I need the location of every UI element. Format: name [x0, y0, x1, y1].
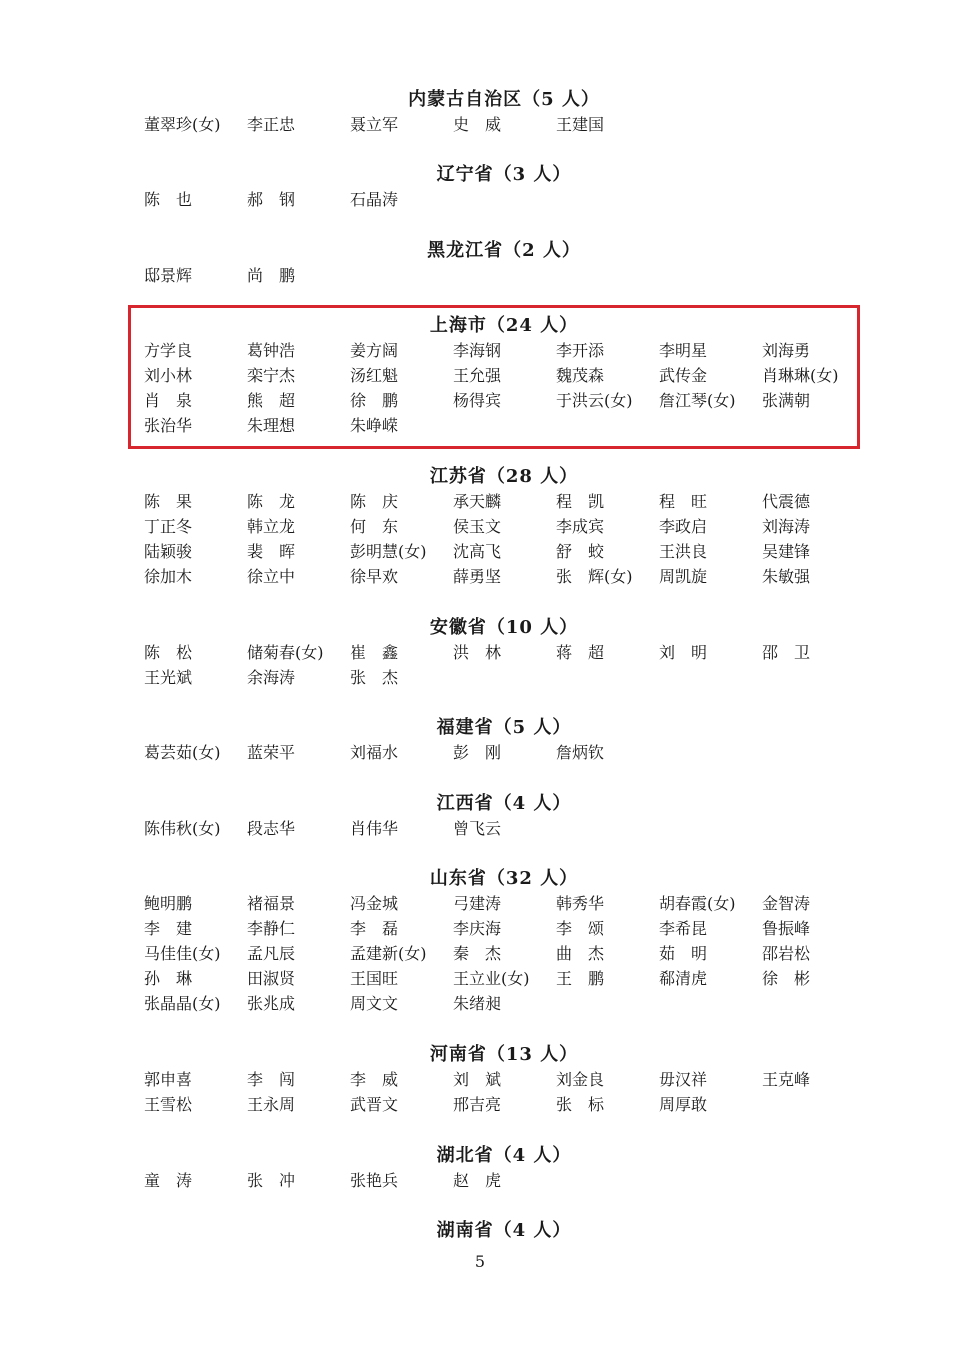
- person-name: 朱峥嵘: [350, 416, 399, 435]
- person-name: 周凯旋: [659, 567, 708, 586]
- province-heading: 黑龙江省（2 人）: [427, 240, 581, 261]
- person-name: 王立业(女): [453, 969, 530, 988]
- person-name: 陈 庆: [350, 492, 399, 511]
- person-name: 陈伟秋(女): [144, 819, 221, 838]
- person-name: 方学良: [144, 341, 193, 360]
- person-name: 徐立中: [247, 567, 296, 586]
- province-section: [144, 792, 864, 841]
- person-name: 李静仁: [247, 919, 296, 938]
- highlight-box-shanghai: [128, 305, 860, 449]
- person-name: 陈 果: [144, 492, 193, 511]
- province-heading: 山东省（32 人）: [429, 868, 579, 889]
- person-name: 崔 鑫: [350, 643, 399, 662]
- person-name: 何 东: [350, 517, 399, 536]
- person-name: 董翠珍(女): [144, 115, 221, 134]
- person-name: 李政启: [659, 517, 708, 536]
- person-name: 邵岩松: [762, 944, 811, 963]
- person-name: 徐 彬: [762, 969, 811, 988]
- province-section: [144, 867, 864, 1016]
- person-name: 朱绪昶: [453, 994, 502, 1013]
- person-name: 王洪良: [659, 542, 708, 561]
- person-name: 茹 明: [659, 944, 708, 963]
- person-name: 孟凡辰: [247, 944, 296, 963]
- person-name: 赵 虎: [453, 1171, 502, 1190]
- person-name: 刘小林: [144, 366, 193, 385]
- person-name: 张晶晶(女): [144, 994, 221, 1013]
- person-name: 蒋 超: [556, 643, 605, 662]
- person-name: 李 颂: [556, 919, 605, 938]
- province-heading: 江苏省（28 人）: [429, 466, 579, 487]
- page-number: 5: [474, 1252, 486, 1271]
- person-name: 张 辉(女): [556, 567, 633, 586]
- person-name: 肖伟华: [350, 819, 399, 838]
- province-heading: 福建省（5 人）: [436, 717, 572, 738]
- person-name: 栾宁杰: [247, 366, 296, 385]
- person-name: 葛钟浩: [247, 341, 296, 360]
- person-name: 彭 刚: [453, 743, 502, 762]
- person-name: 魏茂森: [556, 366, 605, 385]
- person-name: 洪 林: [453, 643, 502, 662]
- person-name: 王雪松: [144, 1095, 193, 1114]
- person-name: 鲍明鹏: [144, 894, 193, 913]
- province-section: [144, 465, 864, 589]
- person-name: 陆颖骏: [144, 542, 193, 561]
- province-section: [144, 1043, 864, 1117]
- person-name: 陈 龙: [247, 492, 296, 511]
- person-name: 李 磊: [350, 919, 399, 938]
- person-name: 冯金城: [350, 894, 399, 913]
- person-name: 李正忠: [247, 115, 296, 134]
- person-name: 蓝荣平: [247, 743, 296, 762]
- province-section: [144, 1219, 864, 1243]
- person-name: 毋汉祥: [659, 1070, 708, 1089]
- person-name: 郗清虎: [659, 969, 708, 988]
- person-name: 李成宾: [556, 517, 605, 536]
- person-name: 武晋文: [350, 1095, 399, 1114]
- person-name: 褚福景: [247, 894, 296, 913]
- province-heading: 湖北省（4 人）: [436, 1145, 572, 1166]
- person-name: 余海涛: [247, 668, 296, 687]
- person-name: 王克峰: [762, 1070, 811, 1089]
- person-name: 张兆成: [247, 994, 296, 1013]
- province-section: [144, 616, 864, 690]
- person-name: 周厚敢: [659, 1095, 708, 1114]
- province-heading: 江西省（4 人）: [436, 793, 572, 814]
- person-name: 尚 鹏: [247, 266, 296, 285]
- person-name: 王光斌: [144, 668, 193, 687]
- person-name: 姜方阔: [350, 341, 399, 360]
- person-name: 刘 斌: [453, 1070, 502, 1089]
- person-name: 熊 超: [247, 391, 296, 410]
- name-grid: [144, 640, 864, 690]
- person-name: 徐早欢: [350, 567, 399, 586]
- person-name: 郭申喜: [144, 1070, 193, 1089]
- person-name: 裴 晖: [247, 542, 296, 561]
- province-heading: 安徽省（10 人）: [429, 617, 579, 638]
- person-name: 石晶涛: [350, 190, 399, 209]
- person-name: 丁正冬: [144, 517, 193, 536]
- person-name: 陈 松: [144, 643, 193, 662]
- person-name: 胡春霞(女): [659, 894, 736, 913]
- person-name: 徐 鹏: [350, 391, 399, 410]
- person-name: 汤红魁: [350, 366, 399, 385]
- person-name: 刘金良: [556, 1070, 605, 1089]
- person-name: 李庆海: [453, 919, 502, 938]
- person-name: 曲 杰: [556, 944, 605, 963]
- person-name: 孙 琳: [144, 969, 193, 988]
- province-section: [144, 163, 864, 212]
- person-name: 李海钢: [453, 341, 502, 360]
- person-name: 侯玉文: [453, 517, 502, 536]
- person-name: 武传金: [659, 366, 708, 385]
- person-name: 刘海涛: [762, 517, 811, 536]
- person-name: 孟建新(女): [350, 944, 427, 963]
- name-grid: [144, 740, 864, 765]
- person-name: 王 鹏: [556, 969, 605, 988]
- person-name: 张满朝: [762, 391, 811, 410]
- person-name: 舒 蛟: [556, 542, 605, 561]
- person-name: 邵 卫: [762, 643, 811, 662]
- province-heading: 湖南省（4 人）: [436, 1220, 572, 1241]
- person-name: 童 涛: [144, 1171, 193, 1190]
- person-name: 詹江琴(女): [659, 391, 736, 410]
- person-name: 张 冲: [247, 1171, 296, 1190]
- name-grid: [144, 263, 864, 288]
- province-heading: 河南省（13 人）: [429, 1044, 579, 1065]
- province-heading: 上海市（24 人）: [429, 315, 579, 336]
- name-grid: [144, 187, 864, 212]
- province-section: [144, 1144, 864, 1193]
- person-name: 张治华: [144, 416, 193, 435]
- person-name: 王建国: [556, 115, 605, 134]
- person-name: 杨得宾: [453, 391, 502, 410]
- person-name: 吴建锋: [762, 542, 811, 561]
- person-name: 程 旺: [659, 492, 708, 511]
- person-name: 聂立军: [350, 115, 399, 134]
- person-name: 李 闯: [247, 1070, 296, 1089]
- province-section: [144, 239, 864, 288]
- person-name: 张 杰: [350, 668, 399, 687]
- person-name: 朱理想: [247, 416, 296, 435]
- person-name: 彭明慧(女): [350, 542, 427, 561]
- person-name: 李开添: [556, 341, 605, 360]
- person-name: 承天麟: [453, 492, 502, 511]
- name-grid: [144, 1168, 864, 1193]
- person-name: 陈 也: [144, 190, 193, 209]
- person-name: 李希昆: [659, 919, 708, 938]
- person-name: 肖 泉: [144, 391, 193, 410]
- person-name: 韩立龙: [247, 517, 296, 536]
- person-name: 弓建涛: [453, 894, 502, 913]
- person-name: 张 标: [556, 1095, 605, 1114]
- person-name: 王永周: [247, 1095, 296, 1114]
- person-name: 王国旺: [350, 969, 399, 988]
- person-name: 李明星: [659, 341, 708, 360]
- person-name: 徐加木: [144, 567, 193, 586]
- person-name: 肖琳琳(女): [762, 366, 839, 385]
- person-name: 马佳佳(女): [144, 944, 221, 963]
- person-name: 郝 钢: [247, 190, 296, 209]
- person-name: 田淑贤: [247, 969, 296, 988]
- person-name: 周文文: [350, 994, 399, 1013]
- province-heading: 内蒙古自治区（5 人）: [408, 89, 600, 110]
- person-name: 代震德: [762, 492, 811, 511]
- person-name: 邸景辉: [144, 266, 193, 285]
- province-heading: 辽宁省（3 人）: [436, 164, 572, 185]
- person-name: 储菊春(女): [247, 643, 324, 662]
- name-grid: [144, 891, 864, 1016]
- person-name: 金智涛: [762, 894, 811, 913]
- person-name: 薛勇坚: [453, 567, 502, 586]
- person-name: 史 威: [453, 115, 502, 134]
- person-name: 李 建: [144, 919, 193, 938]
- person-name: 鲁振峰: [762, 919, 811, 938]
- person-name: 刘福水: [350, 743, 399, 762]
- person-name: 李 威: [350, 1070, 399, 1089]
- person-name: 王允强: [453, 366, 502, 385]
- person-name: 朱敏强: [762, 567, 811, 586]
- person-name: 程 凯: [556, 492, 605, 511]
- person-name: 詹炳钦: [556, 743, 605, 762]
- person-name: 邢吉亮: [453, 1095, 502, 1114]
- province-section: [144, 88, 864, 137]
- person-name: 韩秀华: [556, 894, 605, 913]
- person-name: 沈高飞: [453, 542, 502, 561]
- person-name: 段志华: [247, 819, 296, 838]
- person-name: 曾飞云: [453, 819, 502, 838]
- name-grid: [144, 489, 864, 589]
- name-grid: [144, 112, 864, 137]
- person-name: 秦 杰: [453, 944, 502, 963]
- name-grid: [144, 816, 864, 841]
- person-name: 葛芸茹(女): [144, 743, 221, 762]
- province-section: [144, 716, 864, 765]
- name-grid: [144, 1067, 864, 1117]
- person-name: 于洪云(女): [556, 391, 633, 410]
- person-name: 刘 明: [659, 643, 708, 662]
- person-name: 刘海勇: [762, 341, 811, 360]
- person-name: 张艳兵: [350, 1171, 399, 1190]
